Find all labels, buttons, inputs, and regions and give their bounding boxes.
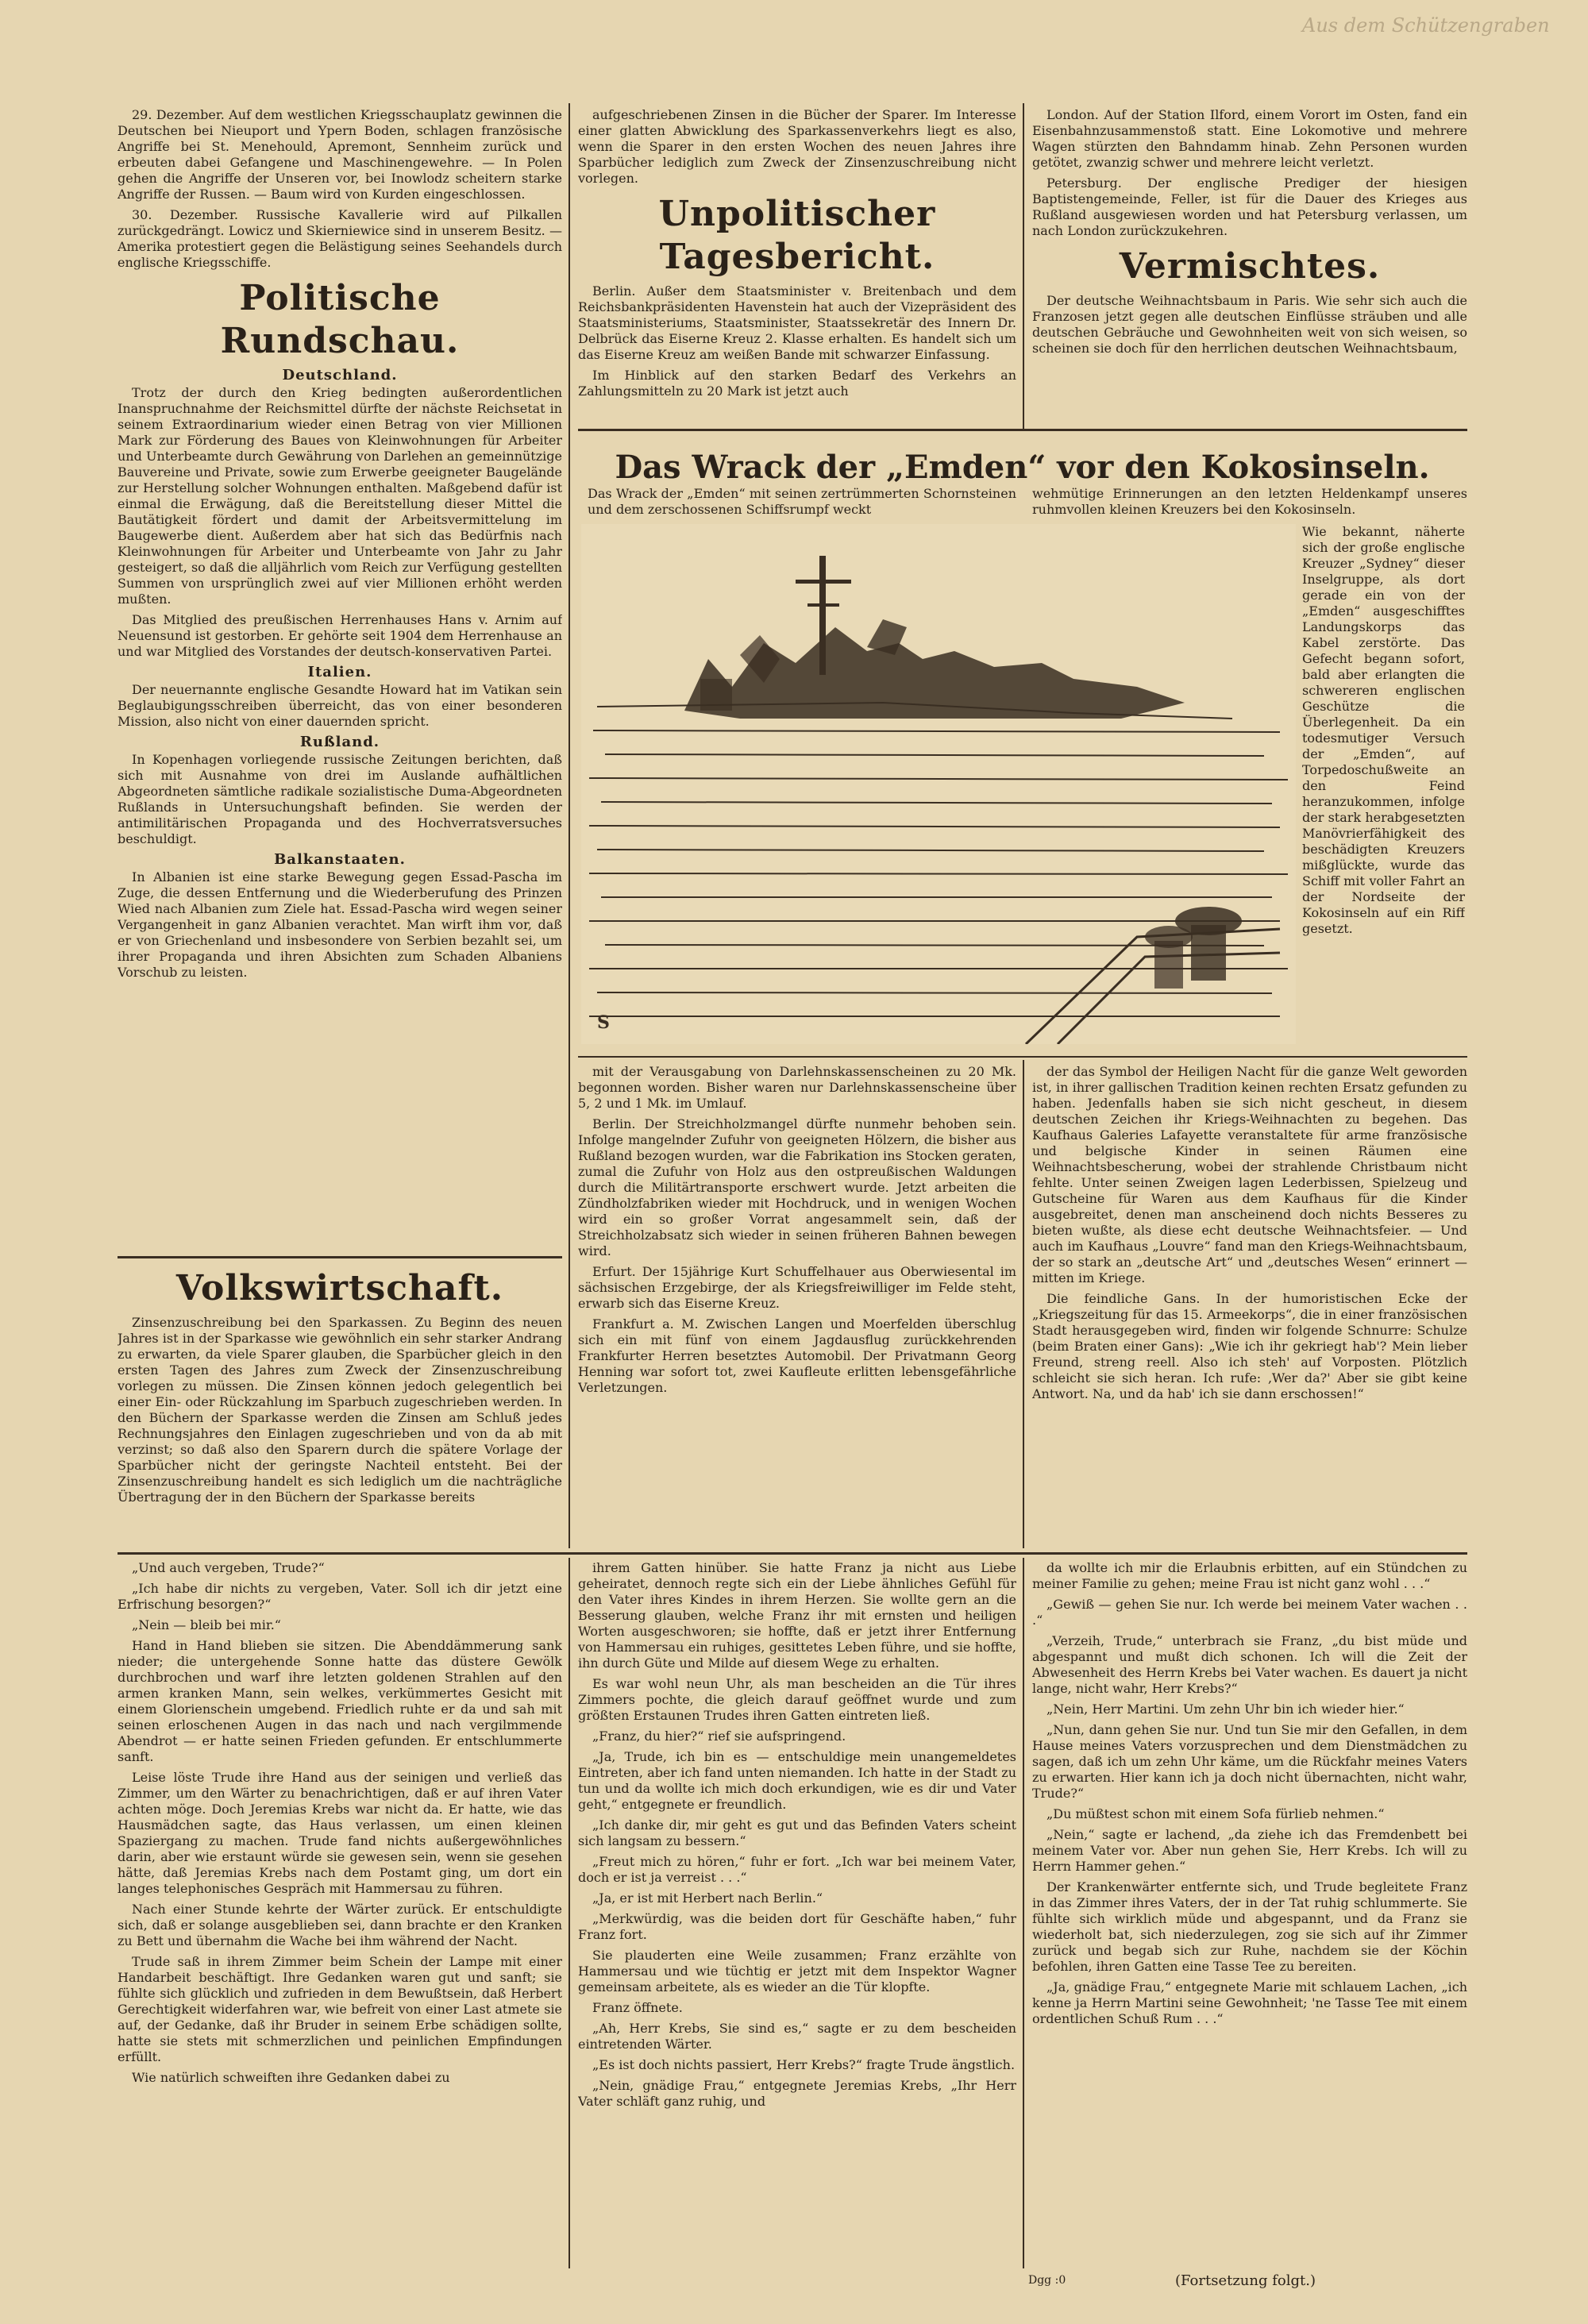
story-paragraph: „Ich habe dir nichts zu vergeben, Vater. Soll ich dir jetzt eine Erfrischung besorgen?“	[118, 1581, 562, 1612]
article-paragraph: Berlin. Außer dem Staatsminister v. Breitenbach und dem Reichsbankpräsidenten Havenstein hat auch der Vizepräsident des Staatsministeriums, Staatsminister, Staatssekretär des Innern Dr. Delbrück das Eiserne Kreuz 2. Klasse erhalten. Es handelt sich um das Eiserne Kreuz am weißen Bande mit schwarzer Einfassung.	[578, 283, 1016, 362]
article-paragraph: aufgeschriebenen Zinsen in die Bücher der Sparer. Im Interesse einer glatten Abwicklung des Sparkassenverkehrs liegt es also, wenn die Sparer in den ersten Wochen des neuen Jahres ihre Sparbücher lediglich zum Zweck der Zinsenzuschreibung nicht vorlegen.	[578, 107, 1016, 186]
article-paragraph: Erfurt. Der 15jährige Kurt Schuffelhauer aus Oberwiesental im sächsischen Erzgebirge, der als Kriegsfreiwilliger im Felde steht, erwarb sich das Eiserne Kreuz.	[578, 1264, 1016, 1311]
story-paragraph: „Franz, du hier?“ rief sie aufspringend.	[592, 1729, 846, 1744]
column-rule	[569, 103, 570, 1548]
emden-intro-left: Das Wrack der „Emden“ mit seinen zertrümmerten Schornsteinen und dem zerschossenen Schiffsrumpf weckt	[588, 486, 1016, 517]
column-3-middle	[1032, 1064, 1467, 1548]
article-paragraph: London. Auf der Station Ilford, einem Vorort im Osten, fand ein Eisenbahnzusammenstoß statt. Eine Lokomotive und mehrere Wagen stürzten den Bahndamm hinab. Zehn Personen wurden getötet, zwanzig schwer und mehrere leicht verletzt.	[1032, 107, 1467, 170]
column-rule	[569, 1558, 570, 2268]
section-rule	[118, 1256, 562, 1258]
story-paragraph: Es war wohl neun Uhr, als man bescheiden an die Tür ihres Zimmers pochte, die gleich darauf geöffnet wurde und zum größten Erstaunen Trudes ihren Gatten eintreten ließ.	[578, 1676, 1016, 1723]
story-paragraph: „Nun, dann gehen Sie nur. Und tun Sie mir den Gefallen, in dem Hause meines Vaters vorzusprechen und dem Dienstmädchen zu sagen, daß ich um zehn Uhr käme, um die Rückfahr meines Vaters zu erwarten. Hier kann ich ja doch nicht übernachten, nicht wahr, Trude?“	[1032, 1722, 1467, 1801]
column-rule	[1023, 103, 1024, 429]
page-signature: Dgg :0	[1028, 2274, 1066, 2287]
chronicle-entry: 29. Dezember. Auf dem westlichen Kriegsschauplatz gewinnen die Deutschen bei Nieuport und Ypern Boden, schlagen französische Angriffe bei St. Menehould, Apremont, Sennheim zurück und erbeuten dabei Gefangene und Maschinengewehre. — In Polen gehen die Angriffe der Unseren vor, bei Inowlodz scheitern starke Angriffe der Russen. — Baum wird von Kurden eingeschlossen.	[118, 107, 562, 202]
emden-heading: Das Wrack der „Emden“ vor den Kokosinseln.	[615, 449, 1430, 486]
continued-note: (Fortsetzung folgt.)	[1175, 2272, 1316, 2289]
story-paragraph: „Ich danke dir, mir geht es gut und das Befinden Vaters scheint sich langsam zu bessern.“	[578, 1817, 1016, 1848]
column-1-volkswirtschaft	[118, 1261, 562, 1547]
article-paragraph: Zinsenzuschreibung bei den Sparkassen. Zu Beginn des neuen Jahres ist in der Sparkasse wie gewöhnlich ein sehr starker Andrang zu erwarten, da viele Sparer glauben, die Sparbücher gleich in den ersten Tagen des Jahres zum Zweck der Zinsenzuschreibung vorlegen zu müssen. Die Zinsen können jedoch gelegentlich bei einer Ein- oder Rückzahlung im Sparbuch zugeschrieben werden. In den Büchern der Sparkasse werden die Zinsen am Schluß jedes Rechnungsjahres den Einlagen zugeschrieben und von da ab mit verzinst; so daß also den Sparern durch die spätere Vorlage der Sparbücher nicht der geringste Nachteil entsteht. Bei der Zinsenzuschreibung handelt es sich lediglich um die nachträgliche Übertragung der in den Büchern der Sparkasse bereits	[118, 1315, 562, 1505]
story-paragraph: „Du müßtest schon mit einem Sofa fürlieb nehmen.“	[1046, 1806, 1385, 1821]
article-paragraph: mit der Verausgabung von Darlehnskassenscheinen zu 20 Mk. begonnen worden. Bisher waren nur Darlehnskassenscheine über 5, 2 und 1 Mk. im Umlauf.	[578, 1064, 1016, 1111]
emden-wreck-illustration	[581, 524, 1296, 1044]
article-paragraph: Das Mitglied des preußischen Herrenhauses Hans v. Arnim auf Neuensund ist gestorben. Er gehörte seit 1904 dem Herrenhause an und war Mitglied des Vorstandes der deutsch-konservativen Partei.	[118, 612, 562, 659]
story-paragraph: „Und auch vergeben, Trude?“	[132, 1560, 325, 1575]
column-3-upper	[1032, 107, 1467, 421]
unpolitischer-heading: Unpolitischer Tagesbericht.	[658, 194, 936, 277]
feuilleton-column-1	[118, 1560, 562, 2267]
story-paragraph: „Merkwürdig, was die beiden dort für Geschäfte haben,“ fuhr Franz fort.	[578, 1911, 1016, 1942]
story-paragraph: Hand in Hand blieben sie sitzen. Die Abenddämmerung sank nieder; die untergehende Sonne hatte das düstere Gewölk durchbrochen und warf ihre letzten goldenen Strahlen auf den armen kranken Mann, sein welkes, verkümmertes Gesicht mit einem Glorienschein umgebend. Friedlich ruhte er da und sah mit seinen erloschenen Augen in das nach und nach vergilmmende Abendrot — er hatte seinen Frieden gefunden. Er entschlummerte sanft.	[118, 1638, 562, 1764]
story-paragraph: „Nein,“ sagte er lachend, „da ziehe ich das Fremdenbett bei meinem Vater vor. Aber nun gehen Sie, Herr Krebs. Ich will zu Herrn Hammer gehen.“	[1032, 1827, 1467, 1874]
feuilleton-rule	[118, 1552, 1467, 1555]
story-paragraph: ihrem Gatten hinüber. Sie hatte Franz ja nicht aus Liebe geheiratet, dennoch regte sich ein der Liebe ähnliches Gefühl für den Vater ihres Kindes in ihrem Herzen. Sie wollte gern an die Besserung glauben, welche Franz ihr mit ernsten und heiligen Worten ausgeschworen; sie hoffte, daß er jetzt ihrer Entfernung von Hammersau ein ruhiges, gesittetes Leben führe, und sie hoffte, ihn durch Güte und Milde auf diesem Wege zu erhalten.	[578, 1560, 1016, 1671]
chronicle-entry: 30. Dezember. Russische Kavallerie wird auf Pilkallen zurückgedrängt. Lowicz und Skierniewice sind in unserem Besitz. — Amerika protestiert gegen die Belästigung seines Seehandels durch englische Kriegsschiffe.	[118, 207, 562, 270]
article-paragraph: Der neuernannte englische Gesandte Howard hat im Vatikan sein Beglaubigungsschreiben überreicht, das von einer besonderen Mission, also nicht von einer dauernden spricht.	[118, 682, 562, 729]
story-paragraph: „Freut mich zu hören,“ fuhr er fort. „Ich war bei meinem Vater, doch er ist ja verreist . . .“	[578, 1854, 1016, 1885]
column-2-middle	[578, 1064, 1016, 1548]
vermischtes-heading: Vermischtes.	[1119, 246, 1381, 287]
story-paragraph: Leise löste Trude ihre Hand aus der seinigen und verließ das Zimmer, um den Wärter zu benachrichtigen, daß er auf ihren Vater achten möge. Doch Jeremias Krebs war nicht da. Er hatte, wie das Hausmädchen sagte, das Haus verlassen, um einen kleinen Spaziergang zu machen. Trude fand nichts außergewöhnliches darin, aber wie erstaunt würde sie gewesen sein, wenn sie gesehen hätte, daß Jeremias Krebs nach dem Postamt ging, um dort ein langes telephonisches Gespräch mit Hammersau zu führen.	[118, 1770, 562, 1896]
story-paragraph: Wie natürlich schweiften ihre Gedanken dabei zu	[132, 2070, 450, 2085]
article-paragraph: Frankfurt a. M. Zwischen Langen und Moerfelden überschlug sich ein mit fünf von einem Jagdausflug zurückkehrenden Frankfurter Herren besetztes Automobil. Der Privatmann Georg Henning war sofort tot, zwei Kaufleute erlitten lebensgefährliche Verletzungen.	[578, 1316, 1016, 1395]
politische-rundschau-heading: Politische Rundschau.	[220, 278, 460, 361]
article-paragraph: Petersburg. Der englische Prediger der hiesigen Baptistengemeinde, Feller, ist für die Dauer des Krieges aus Rußland ausgewiesen worden und hat Petersburg verlassen, um nach London zurückzukehren.	[1032, 175, 1467, 238]
story-paragraph: „Nein — bleib bei mir.“	[132, 1617, 281, 1632]
column-rule	[1023, 1558, 1024, 2268]
feuilleton-column-3	[1032, 1560, 1467, 2259]
story-paragraph: „Es ist doch nichts passiert, Herr Krebs?“ fragte Trude ängstlich.	[592, 2057, 1016, 2072]
feuilleton-column-2	[578, 1560, 1016, 2267]
russland-subheading: Rußland.	[299, 734, 380, 750]
balkan-subheading: Balkanstaaten.	[274, 851, 406, 868]
section-rule	[578, 1056, 1467, 1058]
article-paragraph: Die feindliche Gans. In der humoristischen Ecke der „Kriegszeitung für das 15. Armeekorps“, die in einer französischen Stadt herausgegeben wird, finden wir folgende Schnurre: Schulze (beim Braten einer Gans): „Wie ich ihr gekriegt hab'? Mein lieber Freund, streng reell. Also ich steh' auf Vorposten. Plötzlich schleicht sie sich heran. Ich rufe: ‚Wer da?' Aber sie gibt keine Antwort. Na, und da hab' ich sie dann erschossen!“	[1032, 1291, 1467, 1401]
story-paragraph: „Ja, er ist mit Herbert nach Berlin.“	[592, 1890, 823, 1906]
story-paragraph: Franz öffnete.	[592, 2000, 683, 2015]
story-paragraph: „Gewiß — gehen Sie nur. Ich werde bei meinem Vater wachen . . .“	[1032, 1597, 1467, 1628]
article-paragraph: Berlin. Der Streichholzmangel dürfte nunmehr behoben sein. Infolge mangelnder Zufuhr von geeigneten Hölzern, die bisher aus Rußland bezogen wurden, war die Fabrikation ins Stocken geraten, zumal die Zufuhr von Holz aus den ostpreußischen Waldungen durch die Militärtransporte erschwert wurde. Jetzt arbeiten die Zündholzfabriken wieder mit Hochdruck, und in wenigen Wochen wird ein so großer Vorrat angesammelt sein, daß der Streichholzabsatz sich wieder in seinen früheren Bahnen bewegen wird.	[578, 1116, 1016, 1258]
story-paragraph: „Ja, gnädige Frau,“ entgegnete Marie mit schlauem Lachen, „ich kenne ja Herrn Martini seine Gewohnheit; 'ne Tasse Tee mit einem ordentlichen Schuß Rum . . .“	[1032, 1979, 1467, 2026]
story-paragraph: Trude saß in ihrem Zimmer beim Schein der Lampe mit einer Handarbeit beschäftigt. Ihre Gedanken waren gut und sanft; sie fühlte sich glücklich und zufrieden in dem Bewußtsein, daß Herbert Gerechtigkeit widerfahren war, wie befreit von einer Last atmete sie auf, der Gedanke, daß ihr Bruder in seinem Erbe schädigen sollte, hatte sie stets mit schmerzlichen und peinlichen Empfindungen erfüllt.	[118, 1954, 562, 2064]
story-paragraph: Der Krankenwärter entfernte sich, und Trude begleitete Franz in das Zimmer ihres Vaters, der in der Tat ruhig schlummerte. Sie fühlte sich wirklich müde und abgespannt, und da Franz sie wiederholt bat, sich niederzulegen, zog sie sich auf ihr Zimmer zurück und begab sich zur Ruhe, nachdem sie der Köchin befohlen, ihren Gatten eine Tasse Tee zu bereiten.	[1032, 1879, 1467, 1974]
article-paragraph: Im Hinblick auf den starken Bedarf des Verkehrs an Zahlungsmitteln zu 20 Mark ist jetzt auch	[578, 368, 1016, 399]
article-paragraph: der das Symbol der Heiligen Nacht für die ganze Welt geworden ist, in ihrer gallischen Tradition keinen rechten Ersatz gefunden zu haben. Jedenfalls haben sie sich nicht gescheut, in diesem deutschen Zeichen ihr Kriegs-Weihnachten zu begehen. Das Kaufhaus Galeries Lafayette veranstaltete für arme französische und belgische Kinder in seinen Räumen eine Weihnachtsbescherung, wobei der strahlende Christbaum nicht fehlte. Unter seinen Zweigen lagen Lederbissen, Spielzeug und Gutscheine für Waren aus dem Kaufhaus für die Kinder ausgebreitet, denen man anscheinend doch nichts Besseres zu bieten wußte, als diese echt deutsche Weihnachtsfeier. — Und auch im Kaufhaus „Louvre“ fand man den Kriegs-Weihnachtsbaum, der so stark an „deutsche Art“ und „deutsches Wesen“ erinnert — mitten im Kriege.	[1032, 1064, 1467, 1285]
story-paragraph: „Ja, Trude, ich bin es — entschuldige mein unangemeldetes Eintreten, aber ich fand unten niemanden. Ich hatte in der Stadt zu tun und da wollte ich mich doch erkundigen, wie es dir und Vater geht,“ entgegnete er freundlich.	[578, 1749, 1016, 1812]
italien-subheading: Italien.	[307, 664, 372, 680]
story-paragraph: „Nein, gnädige Frau,“ entgegnete Jeremias Krebs, „Ihr Herr Vater schläft ganz ruhig, und	[578, 2078, 1016, 2109]
emden-side-text: Wie bekannt, näherte sich der große englische Kreuzer „Sydney“ dieser Inselgruppe, als dort gerade ein von der „Emden“ ausgeschifftes Landungskorps das Kabel zerstörte. Das Gefecht begann sofort, bald aber erlangten die schwereren englischen Geschütze die Überlegenheit. Da ein todesmutiger Versuch der „Emden“, auf Torpedoschußweite an den Feind heranzukommen, infolge der stark herabgesetzten Manövrierfähigkeit des beschädigten Kreuzers mißglückte, wurde das Schiff mit voller Fahrt an der Nordseite der Kokosinseln auf ein Riff gesetzt.	[1302, 524, 1465, 936]
article-paragraph: In Kopenhagen vorliegende russische Zeitungen berichten, daß sich mit Ausnahme von drei im Auslande aufhältlichen Abgeordneten sämtliche radikale sozialistische Duma-Abgeordneten Rußlands in Untersuchungshaft befinden. Sie werden der antimilitärischen Propaganda und des Hochverratsversuches beschuldigt.	[118, 752, 562, 846]
story-paragraph: „Ah, Herr Krebs, Sie sind es,“ sagte er zu dem bescheiden eintretenden Wärter.	[578, 2021, 1016, 2052]
column-2-upper	[578, 107, 1016, 421]
story-paragraph: da wollte ich mir die Erlaubnis erbitten, auf ein Stündchen zu meiner Familie zu gehen; meine Frau ist nicht ganz wohl . . .“	[1032, 1560, 1467, 1591]
illustrator-monogram: S	[597, 1012, 610, 1033]
story-paragraph: Nach einer Stunde kehrte der Wärter zurück. Er entschuldigte sich, daß er solange ausgeblieben sei, dann brachte er den Kranken zu Bett und übernahm die Wache bei ihm während der Nacht.	[118, 1902, 562, 1948]
article-paragraph: In Albanien ist eine starke Bewegung gegen Essad-Pascha im Zuge, die dessen Entfernung und die Wiederberufung des Prinzen Wied nach Albanien zum Ziele hat. Essad-Pascha wird wegen seiner Vergangenheit in ganz Albanien verachtet. Man wirft ihm vor, daß er von Griechenland und insbesondere von Serbien bezahlt sei, um ihrer Propaganda und ihren Absichten zum Schaden Albaniens Vorschub zu leisten.	[118, 869, 562, 980]
section-rule	[578, 429, 1467, 431]
article-paragraph: Trotz der durch den Krieg bedingten außerordentlichen Inanspruchnahme der Reichsmittel dürfte der nächste Reichsetat in seinem Extraordinarium wieder einen Betrag von vier Millionen Mark zur Förderung des Baues von Kleinwohnungen für Arbeiter und Unterbeamte durch Gewährung von Darlehen an gemeinnützige Bauvereine und Private, sowie zum Erwerbe geeigneter Baugelände zur Herstellung solcher Wohnungen enthalten. Maßgebend dafür ist einmal die Erwägung, daß die Bereitstellung dieser Mittel die Bautätigkeit fördert und damit der Arbeitsvermittelung im Baugewerbe dient. Außerdem aber hat sich das Bedürfnis nach Kleinwohnungen für Arbeiter und Unterbeamte von Jahr zu Jahr gesteigert, so daß die alljährlich vom Reich zur Verfügung gestellten Summen von ursprünglich zwei auf vier Millionen erhöht werden mußten.	[118, 385, 562, 607]
emden-intro-right: wehmütige Erinnerungen an den letzten Heldenkampf unseres ruhmvollen kleinen Kreuzers bei den Kokosinseln.	[1032, 486, 1467, 517]
deutschland-subheading: Deutschland.	[282, 367, 398, 383]
story-paragraph: „Nein, Herr Martini. Um zehn Uhr bin ich wieder hier.“	[1046, 1702, 1405, 1717]
column-rule	[1023, 1060, 1024, 1548]
story-paragraph: Sie plauderten eine Weile zusammen; Franz erzählte von Hammersau und wie tüchtig er jetzt mit dem Inspektor Wagner gemeinsam arbeitete, als es wieder an die Tür klopfte.	[578, 1948, 1016, 1994]
page-header-fragment: Aus dem Schützengraben	[1302, 14, 1550, 37]
article-paragraph: Der deutsche Weihnachtsbaum in Paris. Wie sehr sich auch die Franzosen jetzt gegen alle deutschen Einflüsse sträuben und alle deutschen Gebräuche und Gewohnheiten weit von sich weisen, so scheinen sie doch für den herrlichen deutschen Weihnachtsbaum,	[1032, 293, 1467, 356]
volkswirtschaft-heading: Volkswirtschaft.	[175, 1268, 504, 1308]
column-1-upper	[118, 107, 562, 1262]
story-paragraph: „Verzeih, Trude,“ unterbrach sie Franz, „du bist müde und abgespannt und mußt dich schonen. Ich will die Zeit der Abwesenheit des Herrn Krebs bei Vater wachen. Es dauert ja nicht lange, nicht wahr, Herr Krebs?“	[1032, 1633, 1467, 1696]
